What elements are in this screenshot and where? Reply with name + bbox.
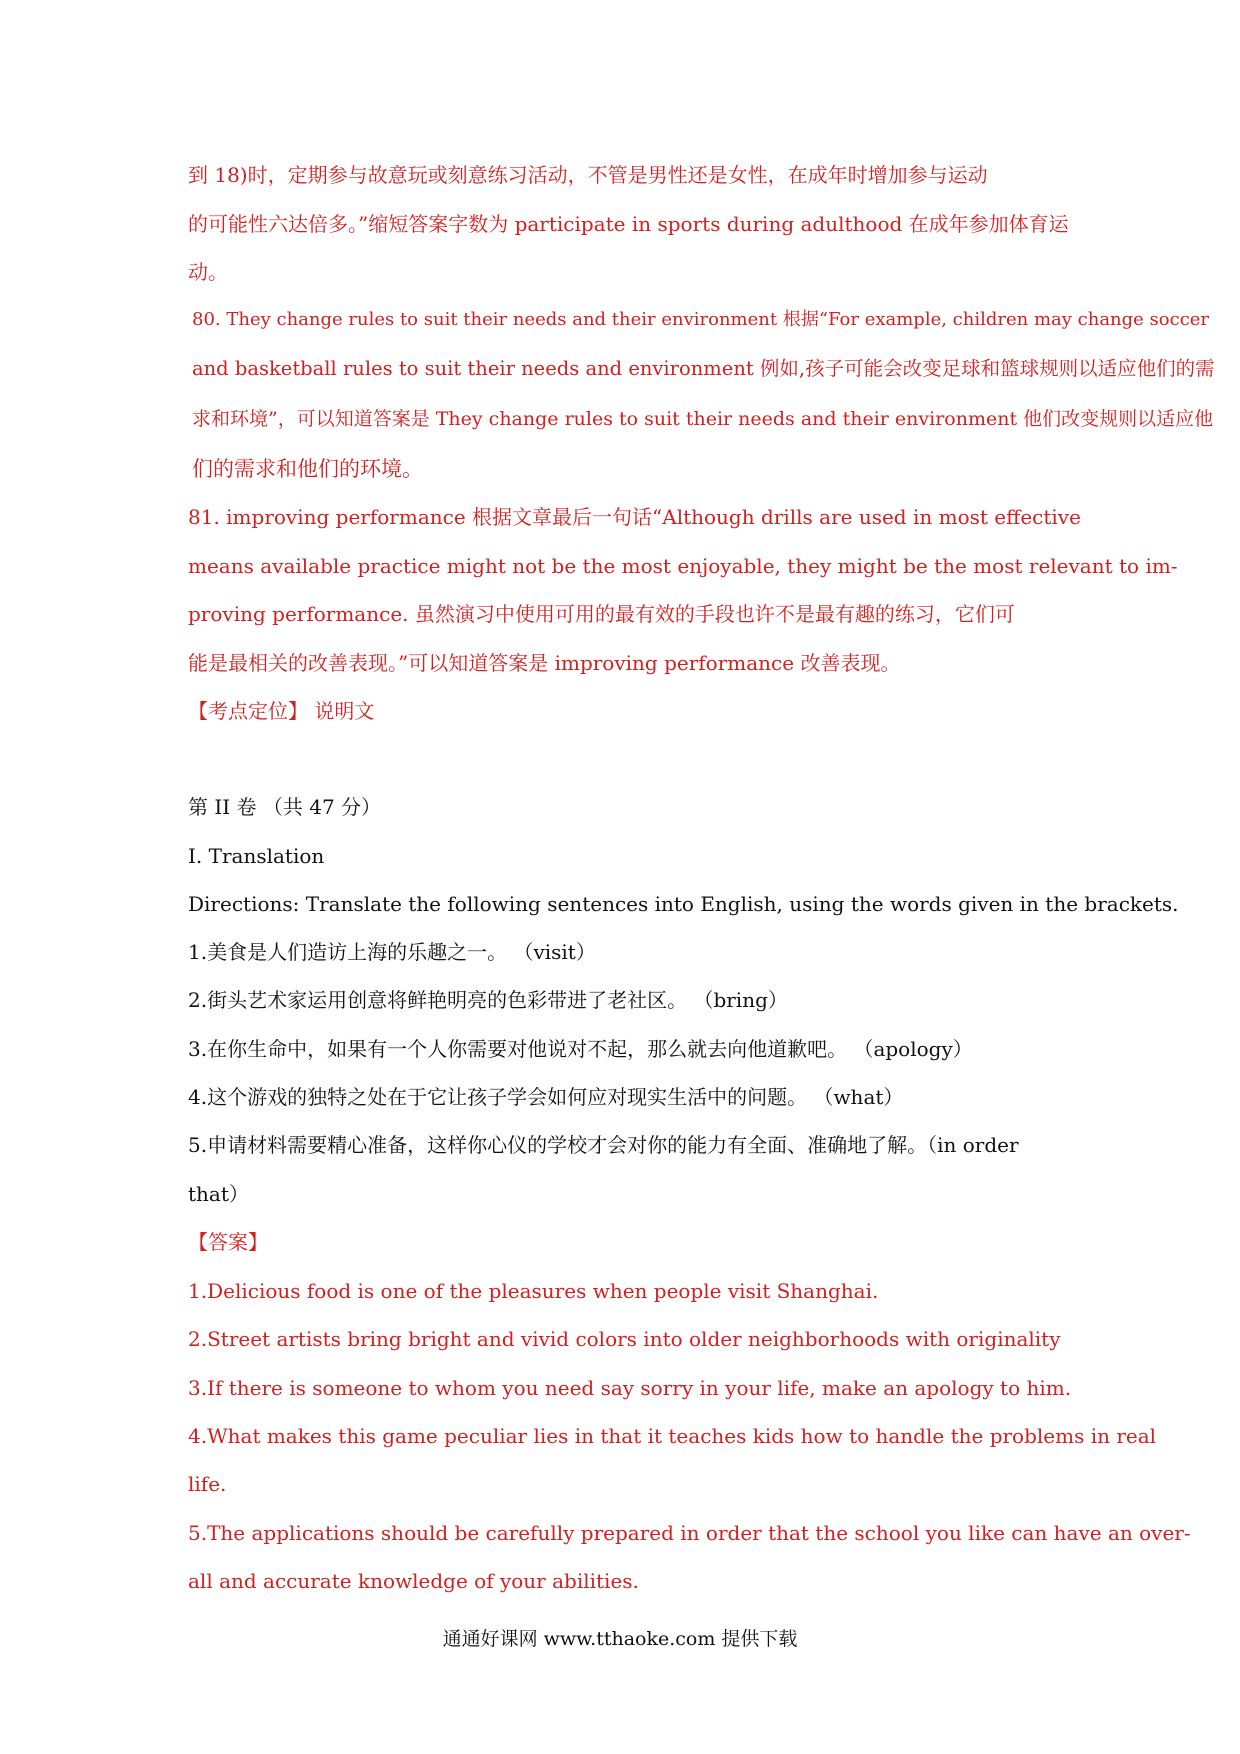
question-1: 1.美食是人们造访上海的乐趣之一。 （visit） xyxy=(188,940,596,964)
prev-explanation-line-3: 动。 xyxy=(188,260,228,284)
answer-5: 5.The applications should be carefully prepared in order that the school you like can have an over- xyxy=(188,1521,1191,1545)
answer-3: 3.If there is someone to whom you need say sorry in your life, make an apology to him. xyxy=(188,1376,1072,1400)
q80-line-4: 们的需求和他们的环境。 xyxy=(192,457,423,481)
q80-line-1: 80. They change rules to suit their needs and their environment 根据“For example, children may change soccer xyxy=(192,309,1210,330)
question-5: 5.申请材料需要精心准备，这样你心仪的学校才会对你的能力有全面、准确地了解。（in order xyxy=(188,1133,1019,1157)
q81-line-3: proving performance. 虽然演习中使用可用的最有效的手段也许不是最有趣的练习，它们可 xyxy=(188,602,1015,626)
section-title: I. Translation xyxy=(188,844,325,868)
page-footer: 通通好课网 www.tthaoke.com 提供下载 xyxy=(442,1628,798,1650)
question-5-cont: that） xyxy=(188,1182,249,1206)
directions-text: Directions: Translate the following sentences into English, using the words given in the brackets. xyxy=(188,892,1179,916)
question-4: 4.这个游戏的独特之处在于它让孩子学会如何应对现实生活中的问题。 （what） xyxy=(188,1085,904,1109)
prev-explanation-line-1: 到 18)时，定期参与故意玩或刻意练习活动，不管是男性还是女性，在成年时增加参与运动 xyxy=(188,163,988,187)
part2-title: 第 II 卷 （共 47 分） xyxy=(188,795,382,819)
kaodian-label: 【考点定位】 说明文 xyxy=(188,699,375,723)
question-3: 3.在你生命中，如果有一个人你需要对他说对不起，那么就去向他道歉吧。 （apology） xyxy=(188,1037,973,1061)
q81-line-4: 能是最相关的改善表现。”可以知道答案是 improving performance 改善表现。 xyxy=(188,651,901,675)
answer-4: 4.What makes this game peculiar lies in that it teaches kids how to handle the problems in real xyxy=(188,1424,1157,1448)
q80-line-3: 求和环境”，可以知道答案是 They change rules to suit their needs and their environment 他们改变规则以适应他 xyxy=(192,408,1214,430)
answer-1: 1.Delicious food is one of the pleasures when people visit Shanghai. xyxy=(188,1279,879,1303)
prev-explanation-line-2: 的可能性六达倍多。”缩短答案字数为 participate in sports during adulthood 在成年参加体育运 xyxy=(188,212,1069,236)
q81-line-2: means available practice might not be the most enjoyable, they might be the most relevant to im- xyxy=(188,554,1178,578)
answer-4-cont: life. xyxy=(188,1472,227,1496)
q81-line-1: 81. improving performance 根据文章最后一句话“Although drills are used in most effective xyxy=(188,505,1081,529)
q80-line-2: and basketball rules to suit their needs and environment 例如,孩子可能会改变足球和篮球规则以适应他们的需 xyxy=(192,357,1215,380)
answer-5-cont: all and accurate knowledge of your abilities. xyxy=(188,1569,639,1593)
answer-label: 【答案】 xyxy=(188,1230,268,1254)
question-2: 2.街头艺术家运用创意将鲜艳明亮的色彩带进了老社区。 （bring） xyxy=(188,988,788,1012)
answer-2: 2.Street artists bring bright and vivid colors into older neighborhoods with originality xyxy=(188,1327,1061,1351)
